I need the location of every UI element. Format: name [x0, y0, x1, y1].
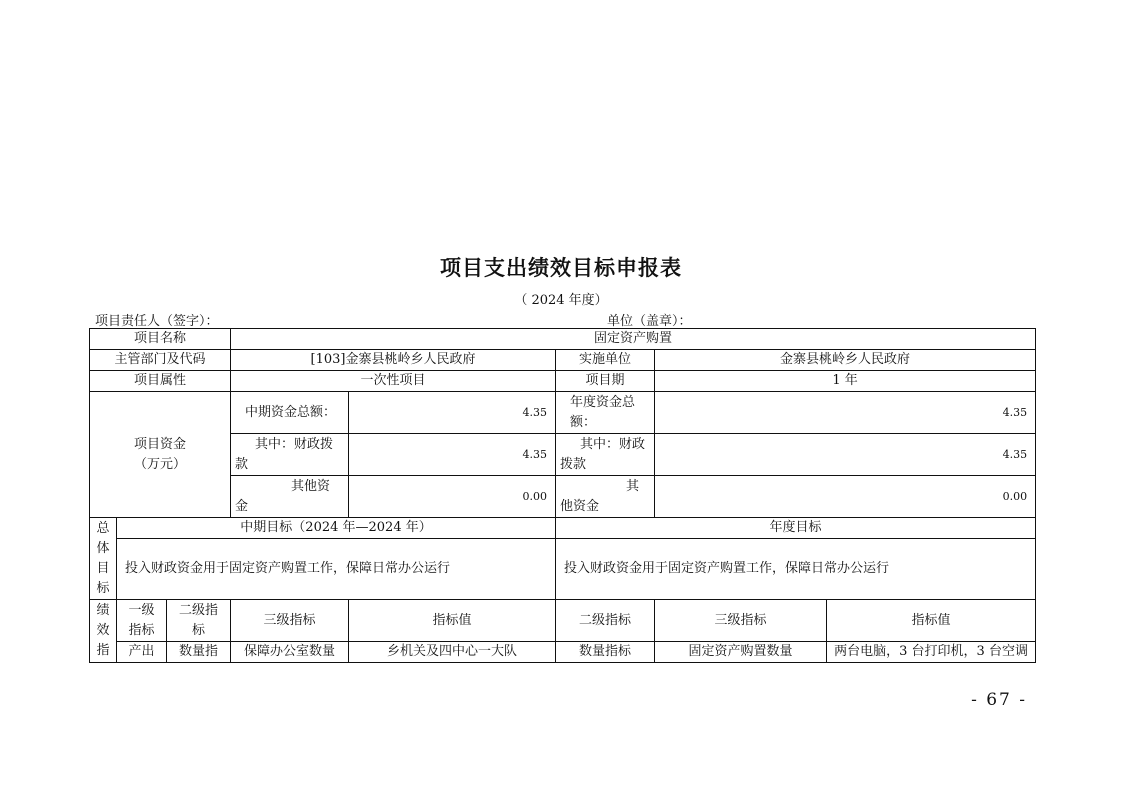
row-project-name: [90, 329, 1036, 350]
mid-other-value: 0.00: [349, 476, 556, 518]
mid-other-label-line1: 其他资: [291, 478, 331, 494]
row-other-funds: [90, 476, 1036, 518]
annual-fiscal-label-line1: 其中：财政: [580, 436, 646, 452]
indicator-char-3: 指: [96, 643, 110, 658]
annual-fiscal-label-line2: 拨款: [560, 456, 587, 472]
annual-other-label-line2: 他资金: [560, 498, 600, 514]
project-name-label: 项目名称: [90, 329, 231, 350]
level1-header: [117, 600, 167, 642]
overall-char-2: 体: [96, 540, 110, 556]
level1-header-line1: 一级: [128, 602, 155, 618]
attr-label: 项目属性: [90, 371, 231, 392]
row-overall-header: [90, 518, 1036, 539]
row-fiscal: [90, 434, 1036, 476]
project-name-value: 固定资产购置: [231, 329, 1036, 350]
annual-other-value: 0.00: [655, 476, 1036, 518]
annual-value-header: 指标值: [827, 600, 1036, 642]
row1-level1: 产出: [117, 642, 167, 663]
row1-annual-level2: 数量指标: [556, 642, 655, 663]
mid-goal-header: 中期目标（2024 年—2024 年）: [117, 518, 556, 539]
annual-total-value: 4.35: [655, 392, 1036, 434]
mid-other-label-line2: 金: [235, 498, 249, 514]
performance-table: [89, 328, 1036, 663]
annual-fiscal-label: [556, 434, 655, 476]
indicator-label: [90, 600, 117, 663]
responsible-label: 项目责任人（签字）：: [95, 314, 219, 329]
level1-header-line2: 指标: [128, 622, 155, 638]
annual-goal-header: 年度目标: [556, 518, 1036, 539]
overall-char-1: 总: [96, 520, 110, 536]
unit-label: 单位（盖章）：: [607, 314, 692, 329]
page-number: - 67 -: [971, 690, 1027, 710]
annual-other-label: [556, 476, 655, 518]
impl-label: 实施单位: [556, 350, 655, 371]
period-label: 项目期: [556, 371, 655, 392]
row1-annual-level3: 固定资产购置数量: [655, 642, 827, 663]
mid-fiscal-label-line1: 其中：财政拨: [255, 436, 334, 452]
attr-value: 一次性项目: [231, 371, 556, 392]
mid-total-value: 4.35: [349, 392, 556, 434]
page-title: 项目支出绩效目标申报表: [440, 256, 682, 280]
level3-header: 三级指标: [231, 600, 349, 642]
period-value: 1 年: [655, 371, 1036, 392]
annual-level3-header: 三级指标: [655, 600, 827, 642]
indicator-char-2: 效: [96, 623, 110, 638]
mid-total-label: 中期资金总额：: [231, 392, 349, 434]
dept-label: 主管部门及代码: [90, 350, 231, 371]
row-overall-text: [90, 539, 1036, 600]
mid-other-label: [231, 476, 349, 518]
annual-total-label: [556, 392, 655, 434]
funds-label-cell: [90, 392, 231, 518]
row-indicator-output: [90, 642, 1036, 663]
row-indicator-header: [90, 600, 1036, 642]
row1-level2: 数量指: [167, 642, 231, 663]
row-mid-total: [90, 392, 1036, 434]
annual-other-label-line1: 其: [626, 478, 640, 494]
row1-level3: 保障办公室数量: [231, 642, 349, 663]
funds-label: 项目资金: [134, 436, 187, 452]
annual-total-label-line1: 年度资金总: [570, 394, 636, 410]
annual-total-label-line2: 额：: [570, 414, 597, 430]
level2-header-line1: 二级指: [179, 602, 219, 618]
annual-goal-text: 投入财政资金用于固定资产购置工作，保障日常办公运行: [556, 539, 1036, 600]
year-line: （ 2024 年度）: [514, 293, 608, 308]
level2-header-line2: 标: [192, 622, 206, 638]
overall-goal-label: [90, 518, 117, 600]
row1-annual-value: 两台电脑，3 台打印机，3 台空调: [827, 642, 1036, 663]
indicator-char-1: 绩: [96, 603, 110, 618]
impl-value: 金寨县桃岭乡人民政府: [655, 350, 1036, 371]
mid-fiscal-label: [231, 434, 349, 476]
funds-unit: （万元）: [134, 456, 187, 472]
mid-fiscal-value: 4.35: [349, 434, 556, 476]
mid-fiscal-label-line2: 款: [235, 456, 249, 472]
annual-fiscal-value: 4.35: [655, 434, 1036, 476]
overall-char-3: 目: [96, 560, 110, 576]
value-header: 指标值: [349, 600, 556, 642]
dept-value: [103]金寨县桃岭乡人民政府: [231, 350, 556, 371]
overall-char-4: 标: [96, 580, 110, 596]
mid-goal-text: 投入财政资金用于固定资产购置工作，保障日常办公运行: [117, 539, 556, 600]
row-department: [90, 350, 1036, 371]
row1-value: 乡机关及四中心一大队: [349, 642, 556, 663]
annual-level2-header: 二级指标: [556, 600, 655, 642]
row-attribute: [90, 371, 1036, 392]
level2-header: [167, 600, 231, 642]
